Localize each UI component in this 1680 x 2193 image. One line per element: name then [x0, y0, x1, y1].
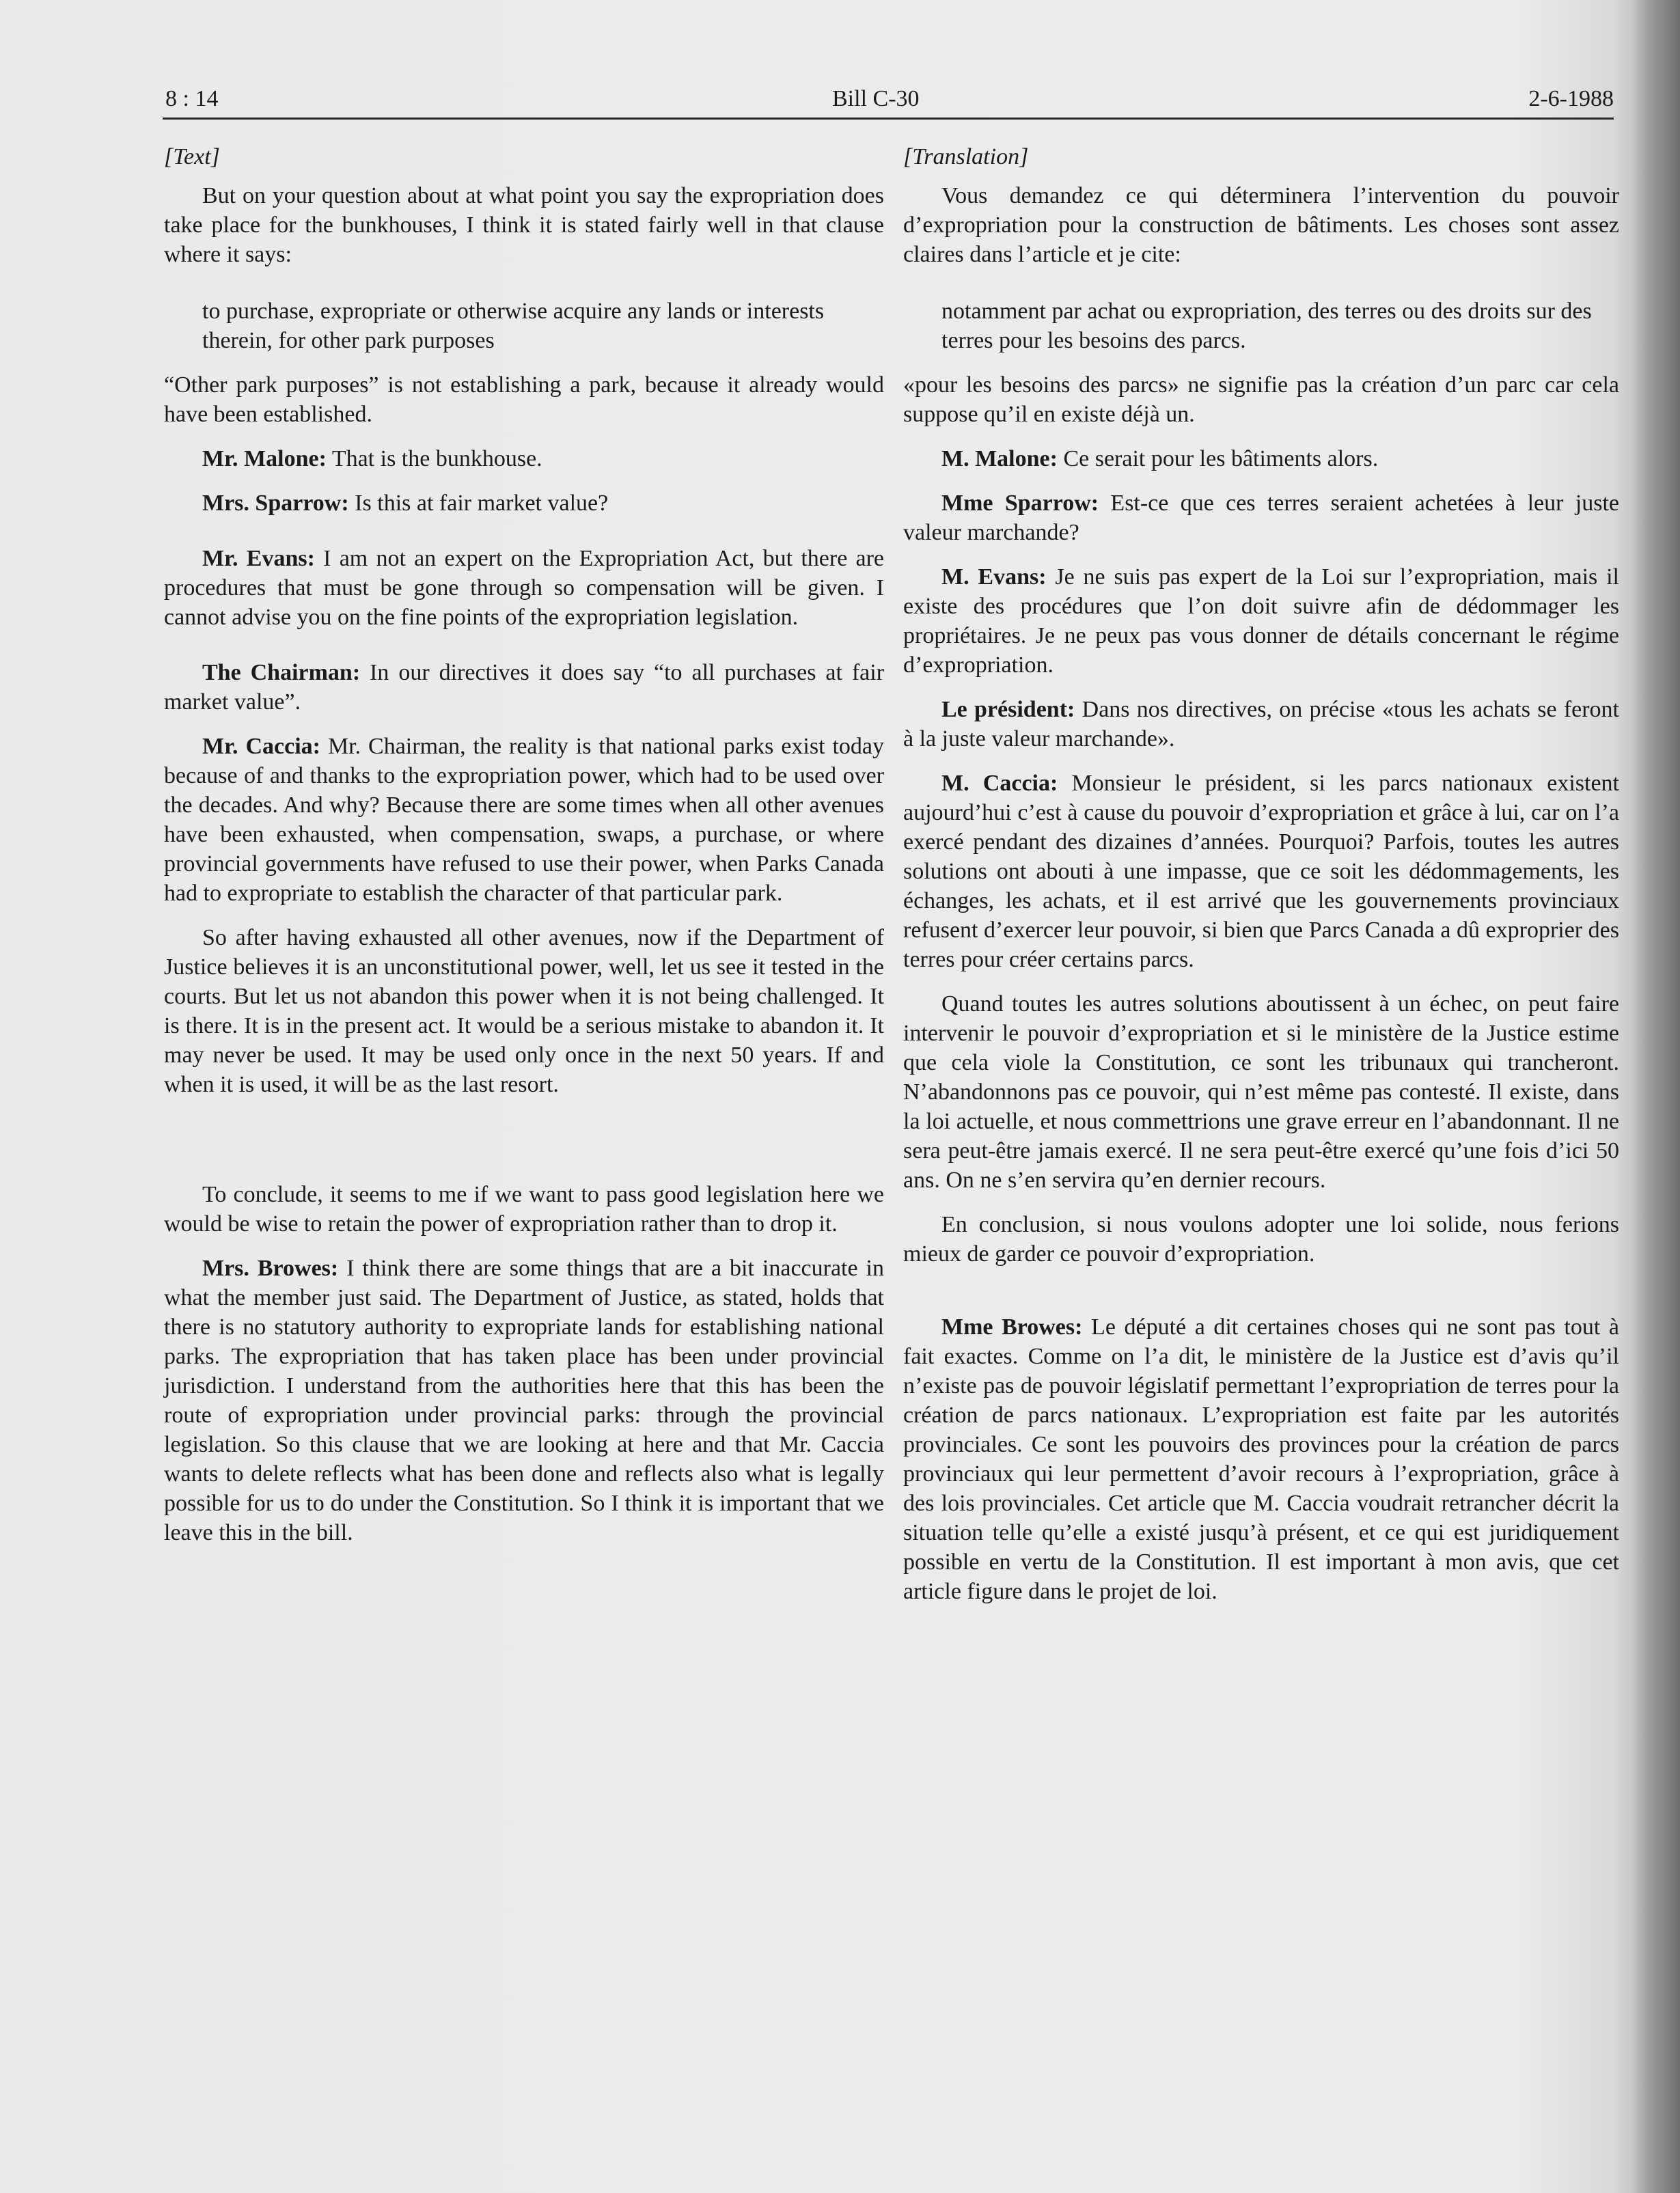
speech: Mme Browes: Le député a dit certaines choses qui ne sont pas tout à fait exactes. Comme on l’a dit, le ministère de la Justice est d’avis qu’il n’existe pas de pouvoir législatif permettant l’expropriation de terres pour la création de parcs nationaux. L’expropriation est faite par les autorités provinciales. Ce sont les pouvoirs des provinces pour la création de parcs provinciaux qui leur permettent d’avoir recours à l’expropriation, grâce à des lois provinciales. Cet article que M. Caccia voudrait retrancher décrit la situation telle qu’elle a existé jusqu’à présent, et ce qui est juridiquement possible en vertu de la Constitution. Il est important à mon avis, que cet article figure dans le projet de loi.: [903, 1314, 1619, 1604]
paragraph: «pour les besoins des parcs» ne signifie pas la création d’un parc car cela suppose qu’il en existe déjà un.: [903, 372, 1619, 427]
speaker-name: M. Evans:: [941, 564, 1047, 590]
speaker-name: The Chairman:: [202, 660, 361, 685]
header-date: 2-6-1988: [1528, 86, 1614, 111]
speaker-name: Mr. Evans:: [202, 546, 315, 571]
speech: The Chairman: In our directives it does say “to all purchases at fair market value”.: [164, 660, 885, 715]
speaker-name: Mme Browes:: [941, 1314, 1083, 1340]
speech: M. Caccia: Monsieur le président, si les parcs nationaux existent aujourd’hui c’est à cause du pouvoir d’expropriation et grâce à lui, car on l’a exercé pendant des dizaines d’années. Pourquoi? Parfois, toutes les autres solutions ont abouti à une impasse, que ce soit les dédommagements, les échanges, les achats, et il est arrivé que les gouvernements provinciaux refusent d’exercer leur pouvoir, si bien que Parcs Canada a dû exproprier des terres pour créer certains parcs.: [903, 771, 1619, 972]
header-rule: [163, 118, 1614, 120]
speaker-name: Mrs. Browes:: [202, 1256, 339, 1281]
paragraph: En conclusion, si nous voulons adopter une loi solide, nous ferions mieux de garder ce pouvoir d’expropriation.: [903, 1212, 1619, 1267]
paragraph: So after having exhausted all other avenues, now if the Department of Justice believes it is an unconstitutional power, well, let us see it tested in the courts. But let us not abandon this power when it is not being challenged. It is there. It is in the present act. It would be a serious mistake to abandon it. It may never be used. It may be used only once in the next 50 years. If and when it is used, it will be as the last resort.: [164, 925, 884, 1097]
paragraph: To conclude, it seems to me if we want to pass good legislation here we would be wise to retain the power of expropriation rather than to drop it.: [164, 1182, 884, 1237]
speech: Mrs. Browes: I think there are some things that are a bit inaccurate in what the member just said. The Department of Justice, as stated, holds that there is no statutory authority to expropriate lands for establishing national parks. The expropriation that has taken place has been under provincial jurisdiction. I understand from the authorities here that this has been the route of expropriation under provincial parks: through the provincial legislation. So this clause that we are looking at here and that Mr. Caccia wants to delete reflects what has been done and reflects also what is legally possible for us to do under the Constitution. So I think it is important that we leave this in the bill.: [164, 1256, 884, 1545]
speaker-name: M. Malone:: [941, 446, 1058, 471]
paragraph: Quand toutes les autres solutions aboutissent à un échec, on peut faire intervenir le pouvoir d’expropriation et si le ministère de la Justice estime que cela viole la Constitution, ce sont les tribunaux qui trancheront. N’abandonnons pas ce pouvoir, qui n’est même pas contesté. Il existe, dans la loi actuelle, et nous commettrions une grave erreur en l’abandonnant. Il ne sera peut-être jamais exercé. Il ne sera peut-être exercé qu’une fois d’ici 50 ans. On ne s’en servira qu’en dernier recours.: [903, 991, 1619, 1193]
speaker-name: M. Caccia:: [941, 771, 1058, 796]
paragraph: Vous demandez ce qui déterminera l’intervention du pouvoir d’expropriation pour la construction de bâtiments. Les choses sont assez claires dans l’article et je cite:: [903, 183, 1619, 267]
french-column: [903, 142, 1619, 1621]
page-number: 8 : 14: [165, 86, 219, 111]
speaker-name: Mr. Caccia:: [202, 734, 320, 759]
speech: Mrs. Sparrow: Is this at fair market value?: [202, 491, 609, 516]
english-column: [164, 142, 884, 1562]
speech: Mr. Evans: I am not an expert on the Expropriation Act, but there are procedures that must be gone through so compensation will be given. I cannot advise you on the fine points of the expropriation legislation.: [164, 546, 885, 630]
paragraph: But on your question about at what point you say the expropriation does take place for the bunkhouses, I think it is stated fairly well in that clause where it says:: [164, 183, 884, 267]
quoted-clause: to purchase, expropriate or otherwise acquire any lands or interests therein, for other park purposes: [202, 299, 825, 353]
speech: Mr. Caccia: Mr. Chairman, the reality is that national parks exist today because of and thanks to the expropriation power, which had to be used over the decades. And why? Because there are some times when all other avenues have been exhausted, when compensation, swaps, a purchase, or where provincial governments have refused to use their power, when Parks Canada had to expropriate to establish the character of that particular park.: [164, 734, 884, 906]
speech: M. Malone: Ce serait pour les bâtiments alors.: [941, 446, 1379, 471]
speech: M. Evans: Je ne suis pas expert de la Loi sur l’expropriation, mais il existe des procédures que l’on doit suivre afin de dédommager les propriétaires. Je ne peux pas vous donner de détails concernant le régime d’expropriation.: [903, 564, 1619, 678]
bill-title: Bill C-30: [832, 86, 920, 111]
speaker-name: Mrs. Sparrow:: [202, 491, 349, 516]
speech: Le président: Dans nos directives, on précise «tous les achats se feront à la juste valeur marchande».: [903, 697, 1620, 751]
speaker-name: Mme Sparrow:: [941, 491, 1099, 516]
quoted-clause: notamment par achat ou expropriation, des terres ou des droits sur des terres pour les besoins des parcs.: [941, 299, 1592, 353]
speaker-name: Mr. Malone:: [202, 446, 327, 471]
page-edge-shadow: [1632, 0, 1680, 2193]
speaker-name: Le président:: [941, 697, 1075, 722]
text-label: [Text]: [164, 144, 220, 169]
speech: Mr. Malone: That is the bunkhouse.: [202, 446, 542, 471]
speech: Mme Sparrow: Est-ce que ces terres seraient achetées à leur juste valeur marchande?: [903, 491, 1619, 545]
paragraph: “Other park purposes” is not establishing a park, because it already would have been established.: [164, 372, 884, 427]
translation-label: [Translation]: [903, 144, 1029, 169]
running-header: [163, 81, 1614, 119]
